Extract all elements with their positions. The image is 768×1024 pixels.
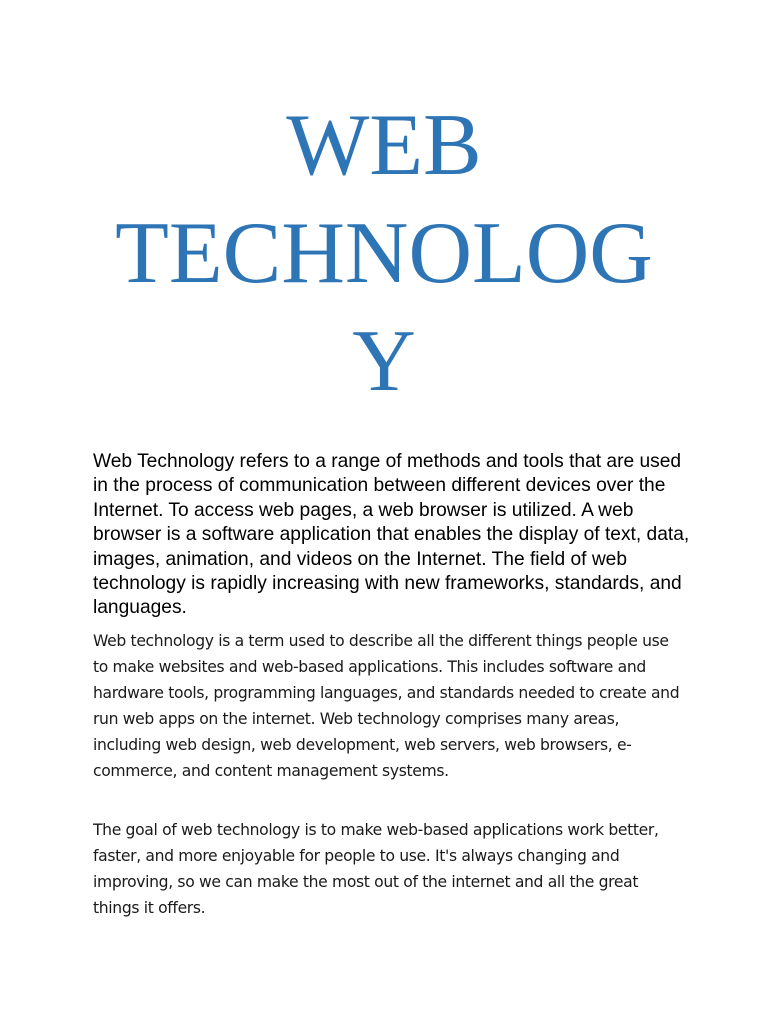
body-paragraph: The goal of web technology is to make web-based applications work better, faster, and more enjoyable for people to use. It's always changing and improving, so we can make the most out of the internet and all the great things it offers. xyxy=(93,821,659,917)
title-line: Y xyxy=(352,313,416,410)
document-title xyxy=(40,92,728,416)
title-line: TECHNOLOG xyxy=(115,205,653,302)
title-line: WEB xyxy=(286,97,482,194)
body-paragraph: Web technology is a term used to describe all the different things people use to make websites and web-based applications. This includes software and hardware tools, programming languages, and standards needed to create and run web apps on the internet. Web technology comprises many areas, including web design, web development, web servers, web browsers, e-commerce, and content management systems. xyxy=(93,632,680,780)
intro-paragraph: Web Technology refers to a range of methods and tools that are used in the process of communication between different devices over the Internet. To access web pages, a web browser is utilized. A web browser is a software application that enables the display of text, data, images, animation, and videos on the Internet. The field of web technology is rapidly increasing with new frameworks, standards, and languages. xyxy=(93,451,690,619)
